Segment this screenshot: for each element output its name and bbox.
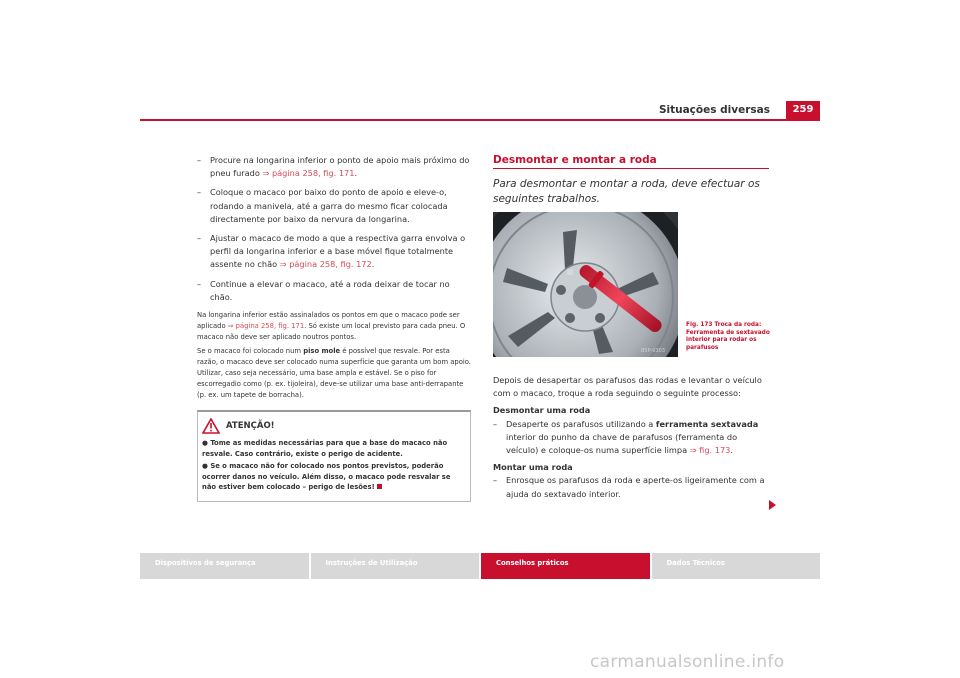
step-text: Continue a elevar o macaco, até a roda deixar de tocar no chão.	[210, 278, 450, 302]
intro-paragraph: Depois de desapertar os parafusos das rodas e levantar o veículo com o macaco, troque a roda seguindo o seguinte processo:	[493, 375, 762, 399]
warning-bullet-text: Tome as medidas necessárias para que a base do macaco não resvale. Caso contrário, existe o perigo de acidente.	[202, 439, 448, 458]
step-item	[493, 474, 769, 500]
section-subtitle: Para desmontar e montar a roda, deve efectuar os seguintes trabalhos.	[493, 178, 760, 205]
warning-bullet-text: Se o macaco não for colocado nos pontos previstos, poderão ocorrer danos no veículo. Além disso, o macaco pode resvalar se não estiver bem colocado – perigo de lesões!	[202, 462, 451, 492]
tab-instrucoes-utilizacao[interactable]: Instruções de Utilização	[311, 553, 480, 579]
step-text: Desaperte os parafusos utilizando a	[506, 418, 656, 429]
figure-link[interactable]: ⇒ fig. 173	[689, 445, 731, 456]
note-text: Na longarina inferior estão assinalados os pontos em que o macaco pode ser aplicado	[197, 311, 460, 330]
step-item	[197, 186, 472, 226]
step-text-end: .	[354, 168, 358, 179]
step-item	[197, 154, 472, 180]
warning-triangle-icon	[202, 418, 220, 434]
warning-box	[197, 410, 471, 502]
wheel-illustration	[493, 212, 678, 357]
step-text-mid: interior do punho da chave de parafusos (ferramenta do veículo) e coloque-os numa superfície limpa	[506, 431, 738, 456]
dash-marker: –	[197, 187, 202, 198]
step-item	[493, 418, 769, 458]
warning-bullet: ● Tome as medidas necessárias para que a base do macaco não resvale. Caso contrário, existe o perigo de acidente.	[202, 439, 448, 458]
mount-wheel-heading: Montar uma roda	[493, 462, 573, 473]
page-header-title: Situações diversas	[658, 104, 770, 116]
page-link[interactable]: ⇒ página 258, fig. 172	[279, 259, 372, 270]
header-rule	[140, 119, 820, 121]
tab-dispositivos-seguranca[interactable]: Dispositivos de segurança	[140, 553, 309, 579]
step-text: Enrosque os parafusos da roda e aperte-os ligeiramente com a ajuda do sextavado interior.	[506, 475, 765, 499]
dash-marker: –	[197, 233, 202, 244]
warning-title: ATENÇÃO!	[226, 421, 275, 432]
step-bold: ferramenta sextavada	[655, 418, 759, 429]
next-page-arrow-icon[interactable]	[769, 500, 776, 510]
end-marker-icon	[377, 484, 382, 489]
step-text-end: .	[730, 445, 733, 456]
step-text: Ajustar o macaco de modo a que a respectiva garra envolva o perfil da longarina inferior e a base móvel fique totalmente assente no chão	[210, 233, 466, 270]
right-column-header	[493, 154, 769, 207]
left-column	[197, 154, 472, 502]
step-text-end: .	[371, 259, 375, 270]
dash-marker: –	[493, 418, 498, 429]
note-text: Se o macaco foi colocado num	[197, 347, 304, 356]
dash-marker: –	[197, 278, 202, 289]
tab-conselhos-praticos[interactable]: Conselhos práticos	[481, 553, 650, 579]
note-bold: piso mole	[303, 347, 341, 356]
step-text: Procure na longarina inferior o ponto de apoio mais próximo do pneu furado	[210, 155, 470, 179]
footer-nav	[140, 553, 820, 579]
dash-marker: –	[493, 475, 498, 486]
step-item	[197, 278, 472, 304]
page-link[interactable]: ⇒ página 258, fig. 171	[262, 168, 355, 179]
page-link[interactable]: ⇒ página 258, fig. 171	[227, 321, 305, 330]
figure-caption: Fig. 173 Troca da roda: Ferramenta de sextavado interior para rodar os parafusos	[686, 322, 770, 351]
tab-dados-tecnicos[interactable]: Dados Técnicos	[652, 553, 821, 579]
note-paragraph	[197, 346, 472, 400]
right-column-body	[493, 374, 769, 507]
page-number: 259	[786, 101, 820, 119]
warning-bullet: ● Se o macaco não for colocado nos pontos previstos, poderão ocorrer danos no veículo. Além disso, o macaco pode resvalar se não estiver bem colocado – perigo de lesões!	[202, 462, 451, 492]
dash-marker: –	[197, 155, 202, 165]
note-paragraph	[197, 310, 472, 342]
watermark-text: carmanualsonline.info	[590, 652, 785, 672]
figure-code: B5P-0303	[640, 348, 666, 354]
step-item	[197, 232, 472, 272]
step-text: Coloque o macaco por baixo do ponto de apoio e eleve-o, rodando a manivela, até a garra do mesmo ficar colocada directamente por baixo da nervura da longarina.	[210, 187, 448, 224]
remove-wheel-heading: Desmontar uma roda	[493, 405, 591, 416]
note-text-end: . Só existe um local previsto para cada pneu. O macaco não deve ser aplicado noutros pontos.	[197, 321, 466, 341]
warning-header	[202, 418, 464, 434]
wheel-figure-image	[493, 212, 678, 357]
note-text-end: é possível que resvale. Por esta razão, o macaco deve ser colocado numa superfície que garanta um bom apoio. Utilizar, caso seja necessário, uma base ampla e estável. Se o piso for escorregadio como (p. ex. tijoleira), deve-se utilizar uma base anti-derrapante (p. ex. um tapete de borracha).	[197, 347, 471, 399]
section-title: Desmontar e montar a roda	[493, 154, 769, 169]
